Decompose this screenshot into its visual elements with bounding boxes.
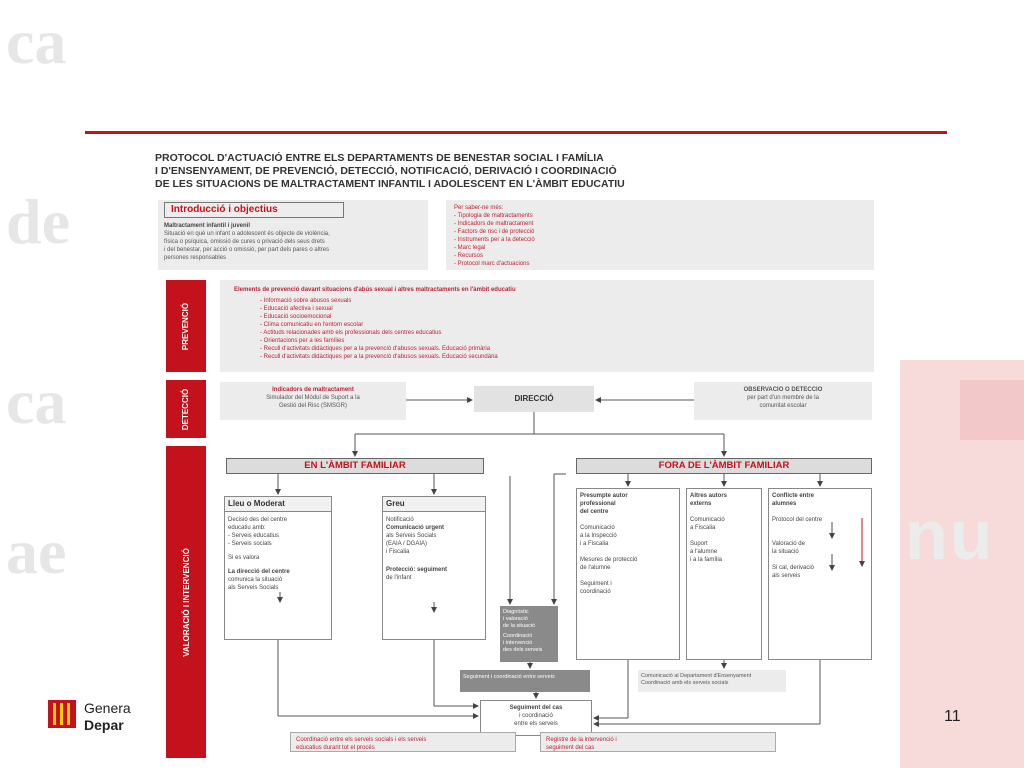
- mild-moderate-line: - Serveis socials: [228, 541, 272, 547]
- protocol-flowchart-image: [150, 146, 898, 760]
- mild-moderate-line: La direcció del centre: [228, 569, 290, 575]
- assessment-tab-label: VALORACIÓ I INTERVENCIÓ: [181, 547, 191, 657]
- intro-subtitle: Maltractament infantil i juvenil: [164, 223, 251, 229]
- direction-box: DIRECCIÓ: [474, 386, 594, 412]
- professional-author-line: coordinació: [580, 589, 611, 595]
- intro-body-line: física o psíquica, omissió de cures o privació dels seus drets: [164, 239, 325, 245]
- reference-list-item: - Tipologia de maltractaments: [454, 213, 533, 219]
- note-line: Coordinació amb els serveis socials: [641, 680, 729, 686]
- background-ghost-letter: ca: [6, 6, 67, 77]
- reference-list-item: - Instruments per a la detecció: [454, 237, 535, 243]
- peer-conflict-line: Si cal, derivació: [772, 565, 815, 571]
- reference-list-item: - Recursos: [454, 253, 484, 259]
- page-number: 11: [944, 708, 961, 725]
- mild-moderate-line: educatiu amb:: [228, 525, 266, 531]
- mild-moderate-line: als Serveis Socials: [228, 585, 279, 591]
- external-author-line: a l'alumne: [690, 549, 718, 555]
- prevention-item: - Orientacions per a les famílies: [260, 338, 345, 344]
- professional-author-line: i a Fiscalia: [580, 541, 609, 547]
- background-ghost-letter: ca: [6, 366, 67, 437]
- professional-author-line: del centre: [580, 509, 609, 515]
- mild-moderate-line: Si es valora: [228, 555, 260, 561]
- intro-body-line: Situació en què un infant o adolescent és objecte de violència,: [164, 231, 330, 237]
- professional-author-line: Mesures de protecció: [580, 557, 638, 563]
- detection-tab-label: DETECCIÓ: [181, 388, 191, 430]
- peer-conflict-line: la situació: [772, 549, 799, 555]
- severe-title: Greu: [383, 497, 485, 512]
- external-author-line: Comunicació: [690, 517, 725, 523]
- reference-list-heading: Per saber-ne més:: [454, 205, 504, 211]
- professional-author-line: Presumpte autor: [580, 493, 628, 499]
- peer-conflict-line: Valoració de: [772, 541, 805, 547]
- intro-body-line: i del benestar, per acció o omissió, per part dels pares o altres: [164, 247, 330, 253]
- external-author-line: i a la família: [690, 557, 723, 563]
- document-title-line: I D'ENSENYAMENT, DE PREVENCIÓ, DETECCIÓ, NOTIFICACIÓ, DERIVACIÓ I COORDINACIÓ: [155, 165, 617, 177]
- peer-conflict-line: alumnes: [772, 501, 797, 507]
- bottom-right-note-line: Registre de la intervenció i: [546, 737, 617, 743]
- mild-moderate-line: Decisió des del centre: [228, 517, 288, 523]
- generalitat-logo: [48, 700, 76, 728]
- bottom-left-note-line: educatius durant tot el procés: [296, 745, 375, 751]
- bottom-left-note-line: Coordinació entre els serveis socials i els serveis: [296, 737, 427, 743]
- severe-line: Protecció: seguiment: [386, 567, 448, 573]
- intro-body-line: persones responsables: [164, 255, 227, 261]
- severe-line: de l'infant: [386, 575, 412, 581]
- detection-indicators-line: Gestió del Risc (SMSGR): [278, 403, 347, 409]
- reference-list-item: - Factors de risc i de protecció: [454, 229, 535, 235]
- professional-author-line: a la Inspecció: [580, 533, 617, 539]
- prevention-item: - Informació sobre abusos sexuals: [260, 298, 352, 304]
- diagnosis-line: i intervenció: [503, 640, 533, 646]
- severe-line: i Fiscalia: [386, 549, 410, 555]
- professional-author-line: Comunicació: [580, 525, 615, 531]
- observation-line: comunitat escolar: [759, 403, 807, 409]
- severe-line: als Serveis Socials: [386, 533, 437, 539]
- peer-conflict-line: Protocol del centre: [772, 517, 823, 523]
- severe-line: Comunicació urgent: [386, 525, 445, 531]
- external-author-line: externs: [690, 501, 712, 507]
- peer-conflict-line: als serveis: [772, 573, 801, 579]
- background-ghost-text-right: nu: [905, 496, 995, 574]
- prevention-heading: Elements de prevenció davant situacions d'abús sexual i altres maltractaments en l'àmbit educatiu: [234, 287, 516, 293]
- diagnosis-line: Diagnòstic: [503, 609, 529, 615]
- diagnosis-line: des dels serveis: [503, 647, 543, 653]
- diagnosis-line: de la situació: [503, 623, 536, 629]
- detection-indicators-line: Indicadors de maltractament: [272, 387, 354, 393]
- prevention-item: - Clima comunicatiu en l'entorn escolar: [260, 322, 364, 328]
- bottom-right-note-line: seguiment del cas: [546, 745, 595, 751]
- footer-department-name: Depar: [84, 717, 124, 733]
- prevention-item: - Recull d'activitats didàctiques per a la prevenció d'abusos sexuals. Educació secundària: [260, 354, 498, 360]
- professional-author-line: Seguiment i: [580, 581, 612, 587]
- outside-family-header: FORA DE L'ÀMBIT FAMILIAR: [576, 458, 872, 474]
- diagnosis-line: Coordinació: [503, 633, 533, 639]
- diagnosis-line: i valoració: [503, 616, 528, 622]
- final-follow-up-line: i coordinació: [519, 713, 553, 719]
- title-rule: [85, 131, 947, 134]
- professional-author-line: de l'alumne: [580, 565, 611, 571]
- reference-list-item: - Marc legal: [454, 245, 486, 251]
- prevention-item: - Educació afectiva i sexual: [260, 306, 333, 312]
- document-title-line: PROTOCOL D'ACTUACIÓ ENTRE ELS DEPARTAMENTS DE BENESTAR SOCIAL I FAMÍLIA: [155, 152, 604, 164]
- prevention-item: - Recull d'activitats didàctiques per a la prevenció d'abusos sexuals. Educació primària: [260, 346, 491, 352]
- external-author-line: Suport: [690, 541, 708, 547]
- final-follow-up-line: entre els serveis: [514, 721, 558, 727]
- severe-line: (EAIA / DGAIA): [386, 541, 428, 547]
- severe-line: Notificació: [386, 517, 414, 523]
- observation-line: per part d'un membre de la: [747, 395, 819, 401]
- prevention-item: - Educació socioemocional: [260, 314, 332, 320]
- reference-list-item: - Indicadors de maltractament: [454, 221, 534, 227]
- mild-moderate-title: Lleu o Moderat: [225, 497, 331, 512]
- professional-author-line: professional: [580, 501, 616, 507]
- followup-box: Seguiment i coordinació entre serveis: [460, 670, 590, 692]
- background-decoration-left: [0, 0, 110, 768]
- mild-moderate-line: - Serveis educatius: [228, 533, 280, 539]
- external-author-line: Altres autors: [690, 493, 728, 499]
- final-follow-up-line: Seguiment del cas: [509, 705, 563, 711]
- mild-moderate-line: comunica la situació: [228, 577, 283, 583]
- prevention-tab-label: PREVENCIÓ: [181, 302, 191, 350]
- background-ghost-letter: de: [6, 186, 70, 257]
- observation-line: OBSERVACIÓ O DETECCIÓ: [743, 387, 823, 393]
- detection-indicators-line: Simulador del Mòdul de Suport a la: [266, 395, 360, 401]
- document-title-line: DE LES SITUACIONS DE MALTRACTAMENT INFANTIL I ADOLESCENT EN L'ÀMBIT EDUCATIU: [155, 178, 625, 190]
- intro-badge: Introducció i objectius: [164, 202, 344, 218]
- external-author-line: a Fiscalia: [690, 525, 716, 531]
- background-ghost-letter: ae: [6, 516, 67, 587]
- background-band-right-accent: [960, 380, 1024, 440]
- footer-organization-name: Genera: [84, 700, 131, 716]
- note-line: Comunicació al Departament d'Ensenyament: [641, 673, 752, 679]
- within-family-header: EN L'ÀMBIT FAMILIAR: [226, 458, 484, 474]
- prevention-item: - Actituds relacionades amb els professionals dels centres educatius: [260, 330, 442, 336]
- peer-conflict-line: Conflicte entre: [772, 493, 815, 499]
- reference-list-item: - Protocol marc d'actuacions: [454, 261, 530, 267]
- flowchart-connectors: [150, 146, 898, 760]
